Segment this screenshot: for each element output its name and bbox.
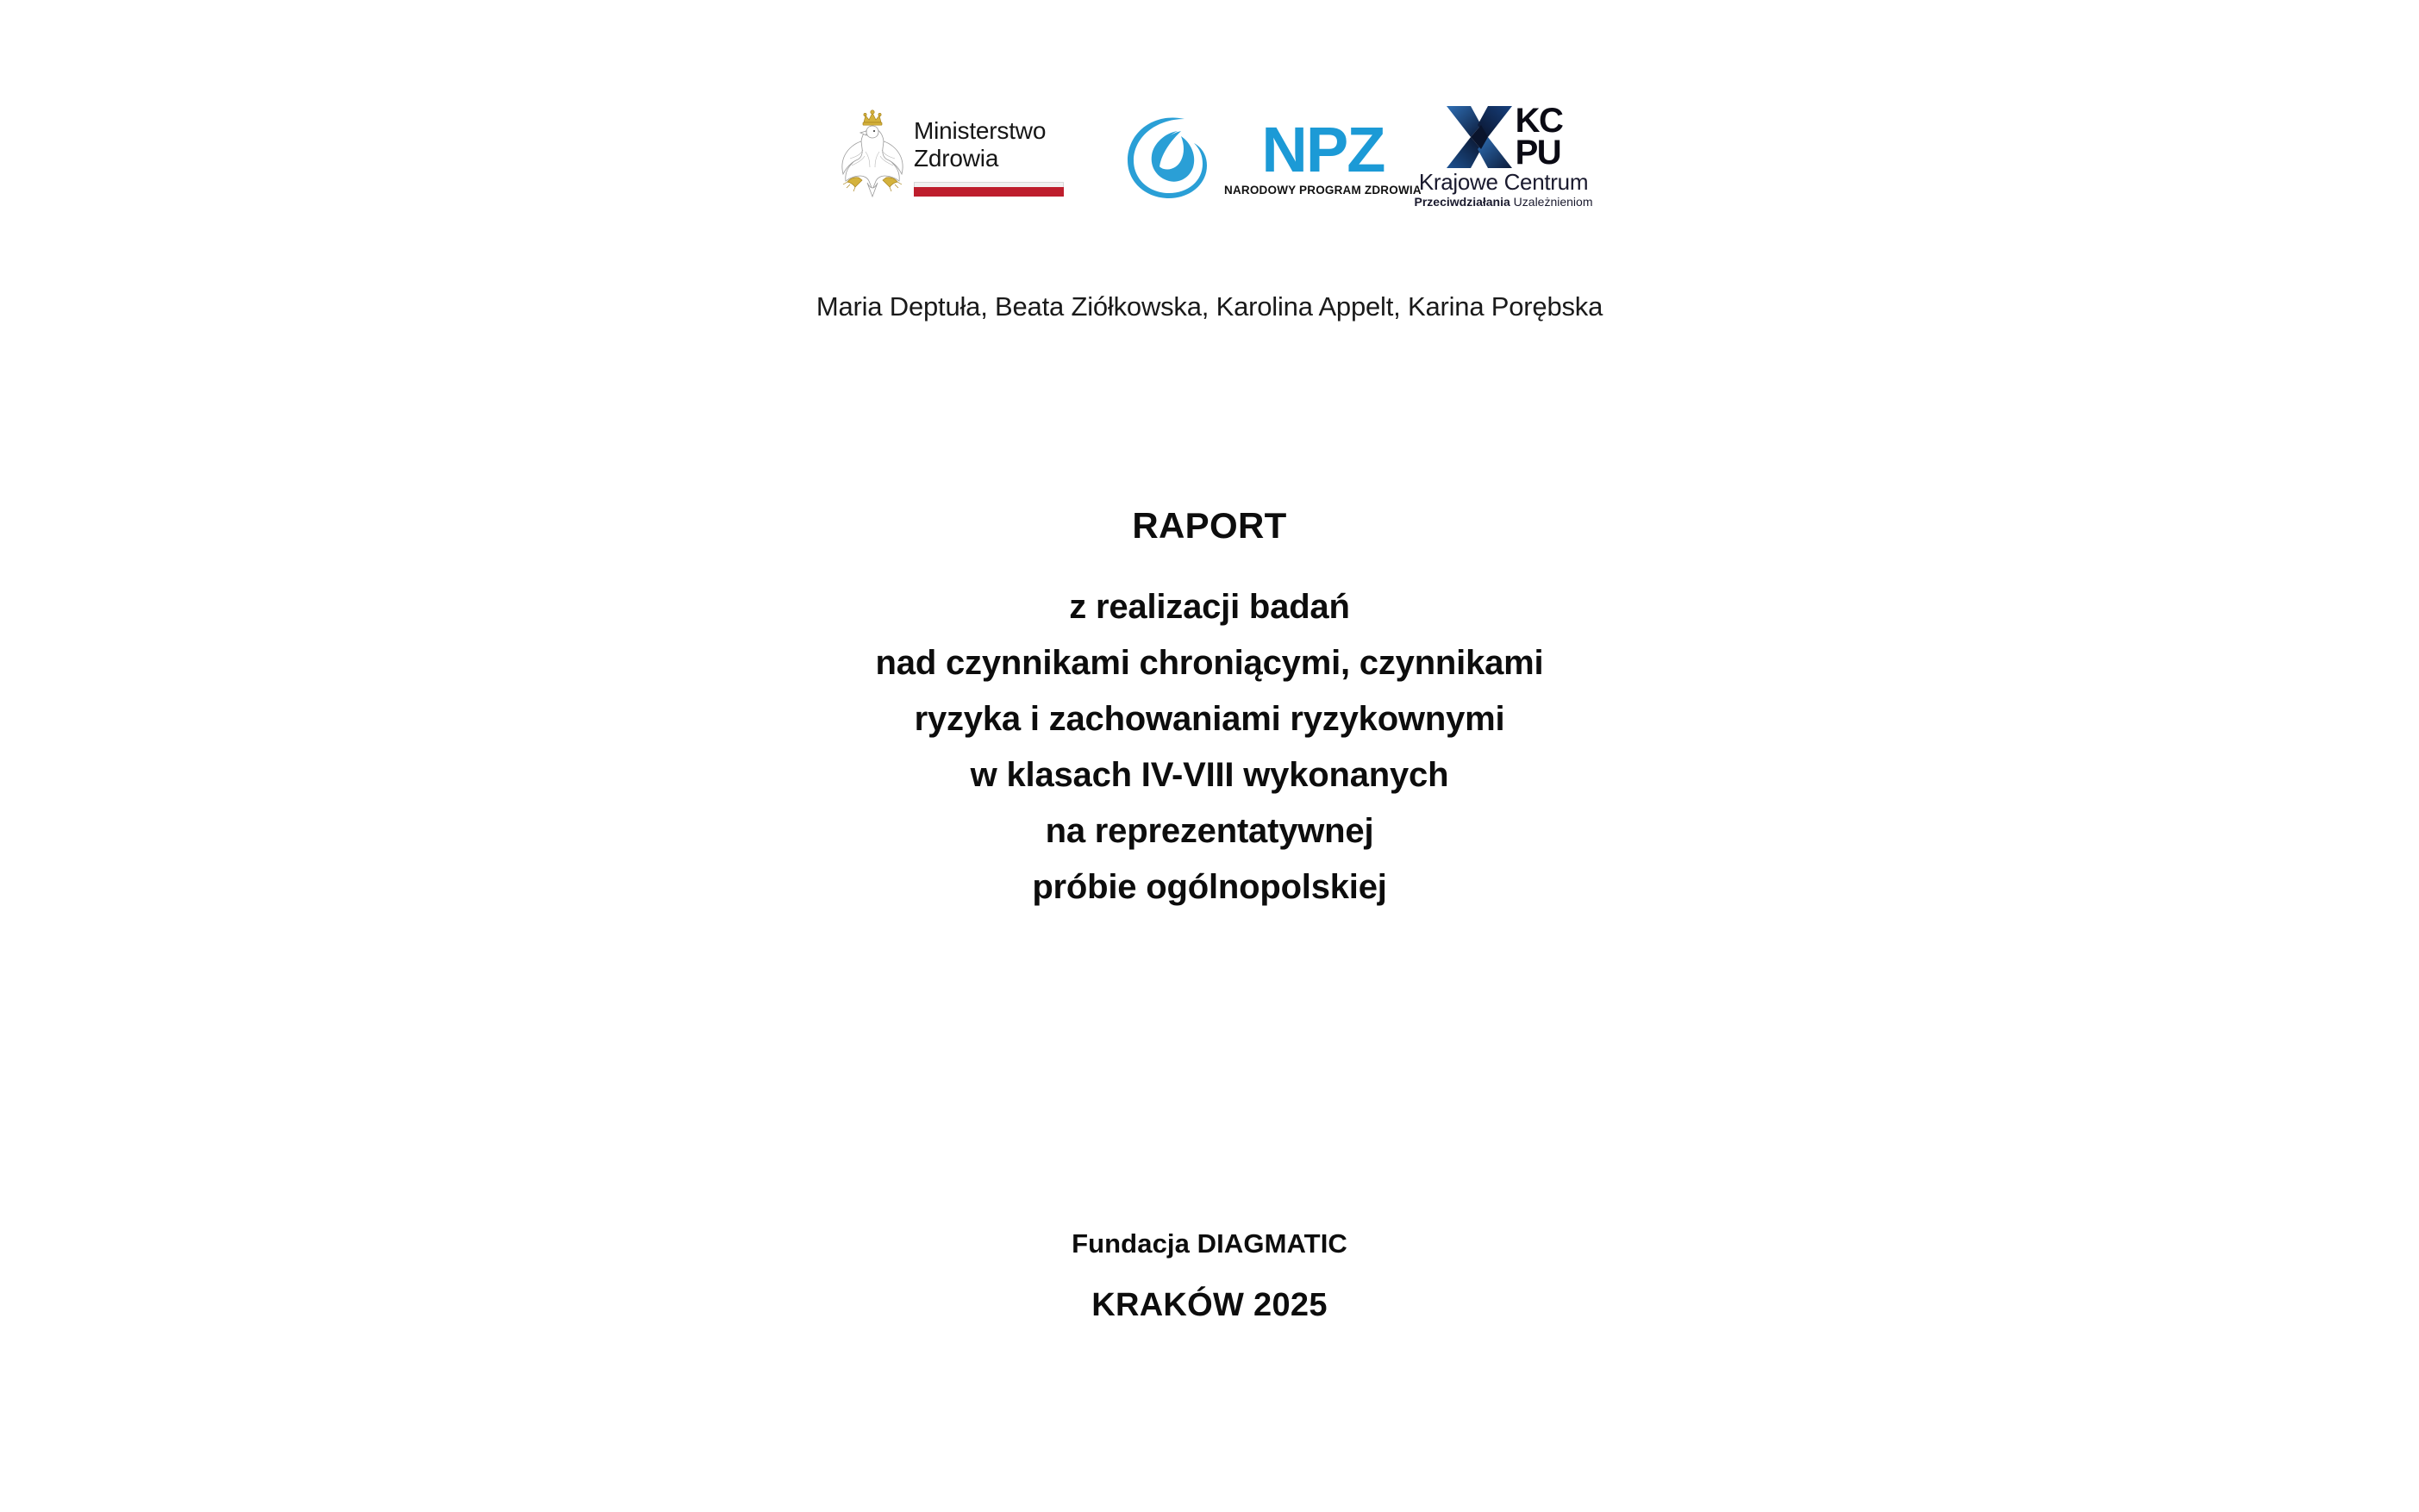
ministry-wordmark (914, 114, 1064, 197)
title-subtitle (0, 579, 2419, 915)
kcpu-acronym (1515, 101, 1563, 172)
footer-block (0, 1228, 2419, 1324)
npz-acronym: NPZ (1261, 114, 1385, 185)
npz-logo (1121, 102, 1422, 209)
kcpu-logo (1414, 101, 1593, 209)
npz-swirl-leaf-icon (1121, 107, 1217, 203)
title-line: próbie ogólnopolskiej (1032, 868, 1387, 906)
city-year: KRAKÓW 2025 (1091, 1287, 1328, 1323)
npz-subtitle: NARODOWY PROGRAM ZDROWIA (1224, 184, 1422, 197)
kcpu-subtitle-regular: Uzależnieniom (1513, 195, 1593, 209)
kcpu-x-icon (1445, 103, 1514, 172)
npz-wordmark (1224, 113, 1422, 197)
flag-red-stripe (914, 187, 1064, 197)
publisher-name: Fundacja DIAGMATIC (1072, 1228, 1347, 1259)
polish-eagle-emblem-icon (840, 107, 905, 203)
kcpu-name-line: Krajowe Centrum (1418, 169, 1589, 195)
kcpu-subtitle (1415, 195, 1593, 209)
logo-bar (0, 102, 2419, 209)
authors-line: Maria Deptuła, Beata Ziółkowska, Karolina Appelt, Karina Porębska (816, 291, 1603, 322)
title-line: na reprezentatywnej (1045, 812, 1374, 850)
kcpu-letters-top: KC (1515, 101, 1563, 140)
title-block (0, 504, 2419, 915)
ministry-of-health-logo (840, 102, 1071, 209)
ministry-label-line1: Ministerstwo (914, 117, 1047, 144)
kcpu-letters-bottom: PU (1515, 133, 1561, 172)
polish-flag-bar (914, 182, 1064, 197)
ministry-label-line2: Zdrowia (914, 145, 999, 172)
title-line: z realizacji badań (1069, 588, 1350, 626)
kcpu-mark-and-letters (1445, 102, 1563, 172)
kcpu-subtitle-bold: Przeciwdziałania (1414, 195, 1510, 209)
title-line: nad czynnikami chroniącymi, czynnikami (875, 644, 1544, 682)
title-line: ryzyka i zachowaniami ryzykownymi (914, 700, 1505, 738)
title-line: w klasach IV-VIII wykonanych (970, 756, 1449, 794)
page-title: RAPORT (1132, 505, 1287, 546)
